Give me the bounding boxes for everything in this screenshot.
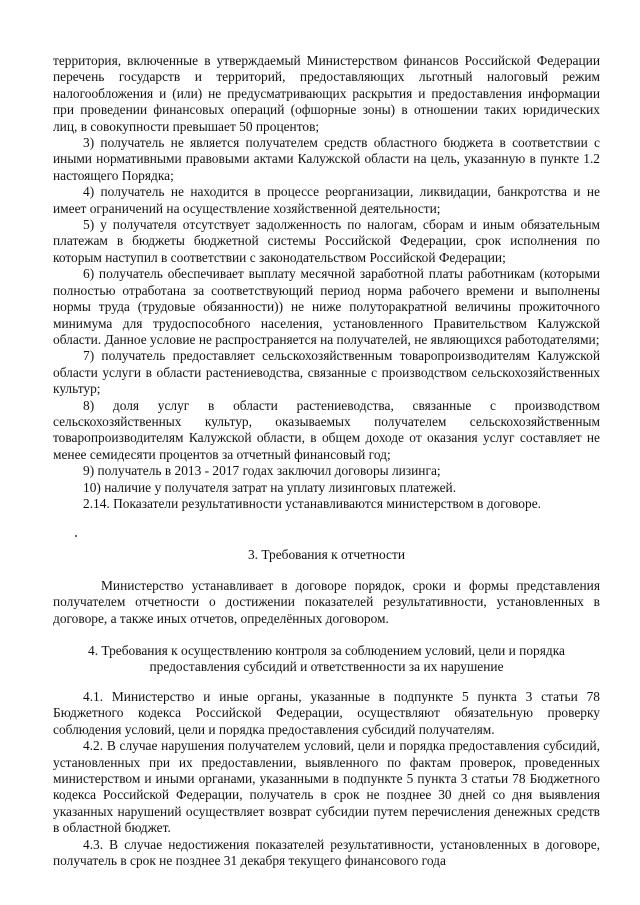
reporting-paragraph: Министерство устанавливает в договоре порядок, сроки и формы представления получателем отчетности о достижении показателей результативности, установленных в договоре, а также иных отчетов, определённых договором. (53, 578, 600, 626)
condition-item-4: 4) получатель не находится в процессе реорганизации, ликвидации, банкротства и не имеет ограничений на осуществление хозяйственной деятельности; (53, 184, 600, 216)
condition-item-10: 10) наличие у получателя затрат на уплату лизинговых платежей. (83, 479, 457, 495)
section-4-body (53, 689, 600, 869)
condition-item-8: 8) доля услуг в области растениеводства, связанные с производством сельскохозяйственных культур, оказываемых получателем сельскохозяйственным товаропроизводителям Калужской области, в общем доходе от оказания услуг составляет не менее семидесяти процентов за отчетный финансовый год; (53, 397, 600, 462)
condition-item-3: 3) получатель не является получателем средств областного бюджета в соответствии с иными нормативными правовыми актами Калужской области на цель, указанную в пункте 1.2 настоящего Порядка; (53, 135, 600, 183)
condition-item-5: 5) у получателя отсутствует задолженность по налогам, сборам и иным обязательным платежам в бюджеты бюджетной системы Российской Федерации, срок исполнения по которым наступил в соответствии с законодательством Российской Федерации; (53, 217, 600, 265)
section-4-heading-line-2: предоставления субсидий и ответственности за их нарушение (149, 659, 504, 675)
paragraph-4-3: 4.3. В случае недостижения показателей результативности, установленных в договоре, получатель в срок не позднее 31 декабря текущего финансового года (53, 836, 600, 869)
section-3-heading: 3. Требования к отчетности (247, 547, 406, 562)
paragraph-continuation: территория, включенные в утверждаемый Министерством финансов Российской Федерации перечень государств и территорий, предоставляющих льготный налоговый режим налогообложения и (или) не предусматривающих раскрытия и предоставления информации при проведении финансовых операций (офшорные зоны) в отношении таких юридических лиц, в совокупности превышает 50 процентов; (53, 53, 600, 134)
section-3-body (53, 578, 600, 627)
paragraph-2-14: 2.14. Показатели результативности устанавливаются министерством в договоре. (83, 495, 541, 511)
section-2-conditions (53, 53, 600, 512)
paragraph-4-2: 4.2. В случае нарушения получателем условий, цели и порядка предоставления субсидий, установленных при их предоставлении, выявленного по фактам проверок, проведенных министерством и иными органами, указанными в подпункте 5 пункта 3 статьи 78 Бюджетного кодекса Российской Федерации, получатель в срок не позднее 30 дней со дня выявления указанных нарушений осуществляет возврат субсидии путем перечисления денежных средств в областной бюджет. (53, 738, 600, 836)
condition-item-9: 9) получатель в 2013 - 2017 годах заключил договоры лизинга; (83, 463, 441, 479)
stray-mark (75, 535, 77, 537)
section-4-heading-line-1: 4. Требования к осуществлению контроля за соблюдением условий, цели и порядка (88, 643, 565, 658)
condition-item-7: 7) получатель предоставляет сельскохозяйственным товаропроизводителям Калужской области услуги в области растениеводства, связанные с производством сельскохозяйственных культур; (53, 348, 600, 397)
paragraph-4-1: 4.1. Министерство и иные органы, указанные в подпункте 5 пункта 3 статьи 78 Бюджетного кодекса Российской Федерации, осуществляют обязательную проверку соблюдения условий, цели и порядка предоставления субсидий получателям. (53, 689, 600, 737)
section-4-heading (53, 643, 600, 676)
condition-item-6: 6) получатель обеспечивает выплату месячной заработной платы работникам (которыми полностью отработана за соответствующий период норма рабочего времени и выполнены нормы труда (трудовые обязанности)) не ниже полуторакратной величины прожиточного минимума для трудоспособного населения, установленного Правительством Калужской области. Данное условие не распространяется на получателей, не являющихся работодателями; (53, 266, 600, 347)
